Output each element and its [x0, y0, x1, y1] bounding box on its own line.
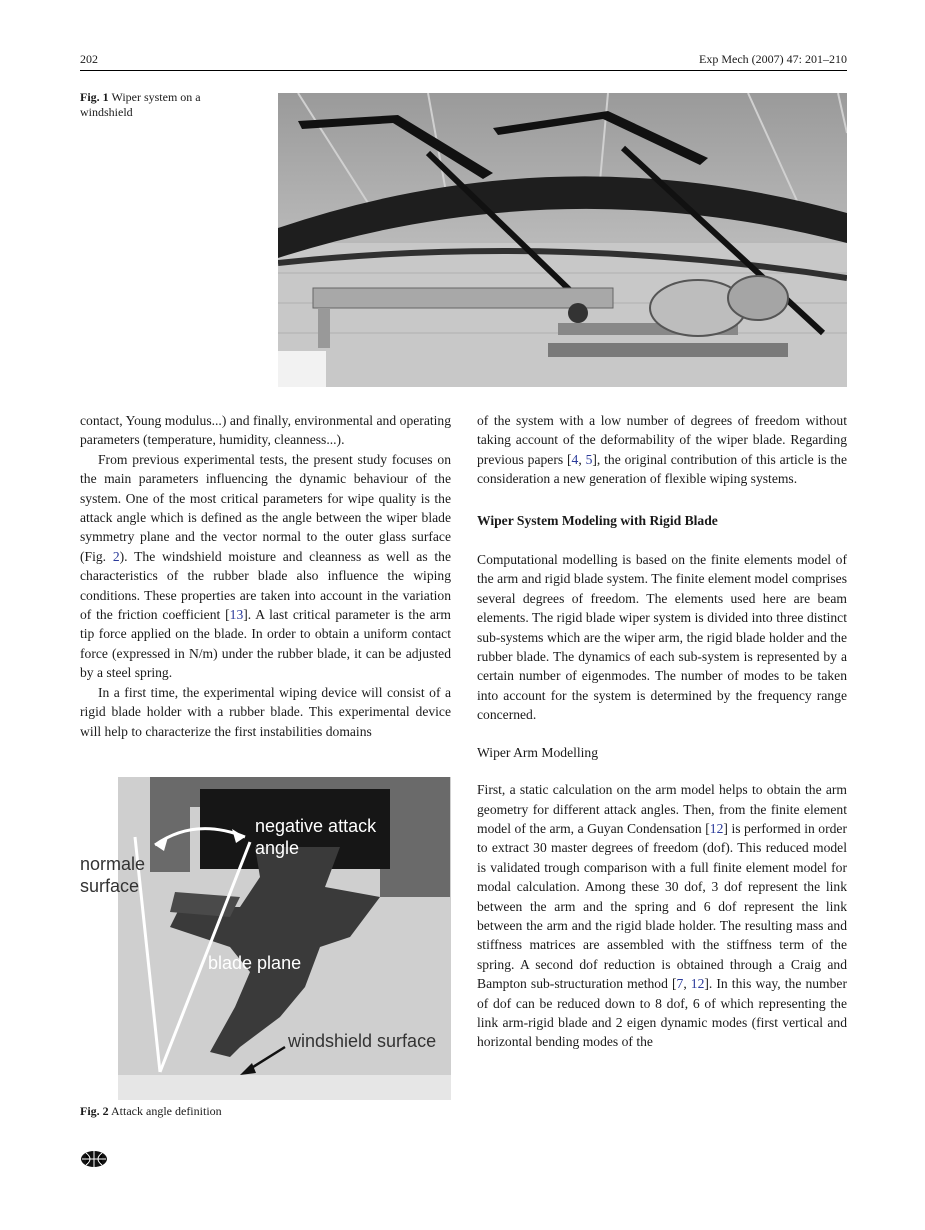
annotation-normale: normale — [80, 854, 146, 874]
annotation-surface: surface — [80, 876, 140, 896]
figure-1-photo — [278, 93, 847, 387]
citation-7[interactable]: 7 — [676, 976, 684, 992]
citation-12-second[interactable]: 12 — [690, 976, 705, 992]
figure-2-caption-text: Attack angle definition — [111, 1104, 222, 1118]
right-paragraph-2: Computational modelling is based on the finite elements model of the arm and rigid blade system. The finite element model comprises several degrees of freedom. The elements used here are beam elements. The rigid blade wiper system is divided into three distinct sub-systems which are the wiper arm, the rigid blade holder and the rubber blade. The dynamics of each sub-system is represented by a certain number of eigenmodes. The number of modes to be taken into account for the system is determined by the frequency range concerned. — [477, 552, 847, 723]
section-title: Wiper System Modeling with Rigid Blade — [477, 512, 718, 528]
figure-1-label: Fig. 1 — [80, 90, 109, 104]
society-logo-icon — [80, 1150, 108, 1168]
left-paragraph-3: In a first time, the experimental wiping device will consist of a rigid blade holder with a rubber blade. This experimental device will help to characterize the first instabilities domains — [80, 684, 451, 739]
journal-citation: Exp Mech (2007) 47: 201–210 — [699, 52, 847, 66]
right-paragraph-1: of the system with a low number of degrees of freedom without taking account of the deformability of the wiper blade. Regarding previous papers [4, 5], the original contribution of this article is the consideration a new generation of flexible wiping systems. — [477, 413, 847, 487]
figure-2-label: Fig. 2 — [80, 1104, 109, 1118]
citation-5[interactable]: 5 — [585, 451, 593, 467]
citation-13[interactable]: 13 — [229, 607, 244, 623]
subsection-title: Wiper Arm Modelling — [477, 744, 599, 760]
figure-2-reference[interactable]: 2 — [112, 548, 120, 564]
left-paragraph-2: From previous experimental tests, the present study focuses on the main parameters influencing the dynamic behaviour of the system. One of the most critical parameters for wipe quality is the attack angle which is defined as the angle between the wiper blade symmetry plane and the vector normal to the outer glass surface (Fig. 2). The windshield moisture and cleanness as well as the characteristics of the rubber blade also influence the wiping conditions. These properties are taken into account in the variation of the friction coefficient [13]. A last critical parameter is the arm tip force applied on the blade. In order to obtain a uniform contact force (expressed in N/m) under the rubber blade, it can be adjusted by a steel spring. — [80, 451, 451, 681]
running-header — [80, 50, 847, 71]
annotation-negative-attack: negative attack — [255, 816, 377, 836]
annotation-windshield-surface: windshield surface — [288, 1031, 437, 1051]
page-number: 202 — [80, 52, 98, 66]
left-column-text — [80, 411, 451, 741]
figure-2-caption — [80, 1104, 222, 1119]
left-paragraph-1: contact, Young modulus...) and finally, environmental and operating parameters (temperature, humidity, cleanness...). — [80, 413, 451, 448]
right-column-text — [477, 411, 847, 1052]
figure-1-caption-text: Wiper system on a windshield — [80, 90, 201, 119]
annotation-angle: angle — [255, 838, 300, 858]
figure-2-photo — [80, 777, 451, 1100]
citation-4[interactable]: 4 — [571, 451, 579, 467]
right-paragraph-3: First, a static calculation on the arm model helps to obtain the arm geometry for different attack angles. Then, from the finite element model of the arm, a Guyan Condensation [12] is performed in order to extract 30 master degrees of freedom (dof). This reduced model is validated trough comparison with a full finite element model for modal calculation. Among these 30 dof, 3 dof represent the link between the arm and the spring and 6 dof represent the link between the arm and the rigid blade holder. The resulting mass and stiffness matrices are assembled with the stiffness term of the spring. A second dof reduction is obtained through a Craig and Bampton sub-structuration method [7, 12]. In this way, the number of dof can be reduced down to 8 dof, 6 of which representing the link arm-rigid blade and 2 eigen dynamic modes (first vertical and horizontal bending modes of the — [477, 782, 847, 1050]
figure-1-caption — [80, 90, 250, 120]
annotation-blade-plane: blade plane — [208, 953, 302, 973]
citation-12[interactable]: 12 — [709, 820, 724, 836]
